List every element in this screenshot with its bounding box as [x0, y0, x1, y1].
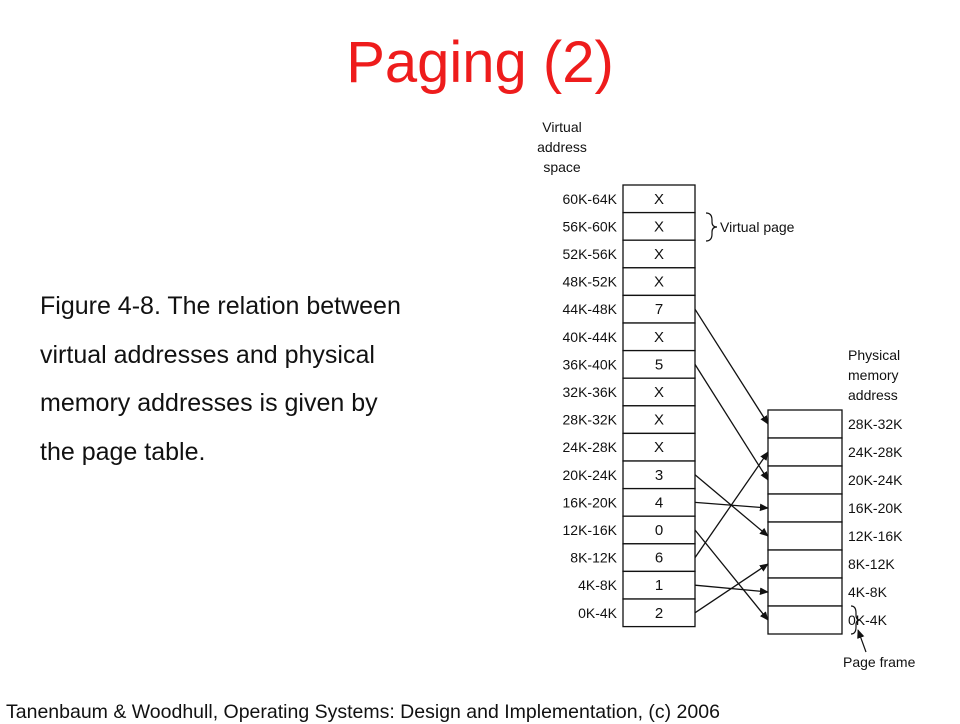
page-frame-label: Page frame: [843, 654, 916, 670]
physical-header-line-1: Physical: [848, 347, 901, 363]
footer-citation: Tanenbaum & Woodhull, Operating Systems: Design and Implementation, (c) 2006: [6, 701, 720, 723]
page-table-entry: X: [653, 384, 665, 401]
virtual-range-label: 44K-48K: [562, 301, 617, 318]
page-table-entry: X: [653, 218, 665, 236]
virtual-range-label: 48K-52K: [562, 273, 617, 290]
physical-range-label: 0K-4K: [848, 612, 887, 628]
virtual-range-label: 40K-44K: [562, 328, 617, 345]
physical-header-line-3: address: [848, 387, 898, 403]
mapping-arrows: [695, 309, 768, 620]
virtual-range-label: 8K-12K: [570, 549, 617, 566]
physical-header-line-2: memory: [848, 367, 899, 383]
virtual-range-label: 56K-60K: [562, 218, 617, 235]
mapping-arrow: [695, 309, 768, 424]
page-table-entry: 0: [654, 522, 664, 539]
virtual-range-label: 32K-36K: [562, 384, 617, 400]
page-table-entry: 6: [654, 549, 664, 567]
virtual-range-label: 16K-20K: [562, 494, 617, 511]
page-table-entry: 5: [654, 356, 664, 374]
caption-line-3: memory addresses is given by: [40, 389, 378, 417]
page-table-entry: 2: [654, 604, 664, 622]
virtual-header-line-1: Virtual: [542, 119, 582, 135]
virtual-range-label: 36K-40K: [562, 356, 617, 373]
physical-range-label: 24K-28K: [848, 444, 903, 460]
physical-frame-cell: [768, 606, 842, 634]
physical-frame-cell: [768, 438, 842, 466]
caption-line-4: the page table.: [40, 437, 206, 466]
caption-line-1: Figure 4-8. The relation between: [40, 292, 401, 320]
physical-frame-cell: [768, 466, 842, 494]
page-table: [563, 185, 695, 627]
physical-frame-cell: [768, 522, 842, 550]
page-table-entry: X: [653, 246, 665, 263]
physical-range-label: 12K-16K: [848, 528, 903, 544]
caption-line-2: virtual addresses and physical: [40, 340, 375, 369]
virtual-header-line-2: address: [537, 139, 587, 155]
page-table-entry: 3: [654, 466, 664, 484]
physical-range-label: 20K-24K: [848, 472, 903, 488]
physical-memory: [768, 410, 903, 634]
page-table-entry: 7: [654, 301, 664, 319]
page-table-entry: X: [653, 190, 665, 208]
slide-title: Paging (2): [346, 30, 614, 95]
virtual-range-label: 4K-8K: [578, 577, 617, 594]
virtual-range-label: 28K-32K: [562, 411, 617, 428]
virtual-page-label: Virtual page: [720, 219, 795, 235]
physical-frame-cell: [768, 494, 842, 522]
physical-range-label: 16K-20K: [848, 500, 903, 516]
physical-range-label: 28K-32K: [848, 416, 903, 432]
mapping-arrow: [695, 452, 768, 558]
virtual-range-label: 60K-64K: [562, 190, 617, 207]
virtual-header-line-3: space: [543, 159, 581, 175]
page-table-entry: X: [653, 328, 665, 346]
virtual-range-label: 20K-24K: [562, 466, 617, 483]
virtual-page-brace: [706, 213, 717, 241]
virtual-range-label: 52K-56K: [562, 246, 617, 262]
physical-frame-cell: [768, 550, 842, 578]
virtual-range-label: 0K-4K: [578, 604, 617, 621]
mapping-arrow: [695, 530, 768, 620]
page-frame-pointer: [858, 630, 866, 652]
page-table-entry: 1: [654, 577, 664, 595]
page-table-entry: 4: [654, 494, 664, 512]
virtual-range-label: 24K-28K: [562, 439, 617, 456]
page-table-entry: X: [653, 273, 665, 291]
physical-range-label: 4K-8K: [848, 584, 887, 600]
page-table-entry: X: [653, 439, 665, 457]
page-table-entry: X: [653, 411, 665, 429]
physical-frame-cell: [768, 410, 842, 438]
physical-frame-cell: [768, 578, 842, 606]
mapping-arrow: [695, 364, 768, 480]
virtual-range-label: 12K-16K: [562, 522, 617, 538]
physical-range-label: 8K-12K: [848, 556, 895, 572]
